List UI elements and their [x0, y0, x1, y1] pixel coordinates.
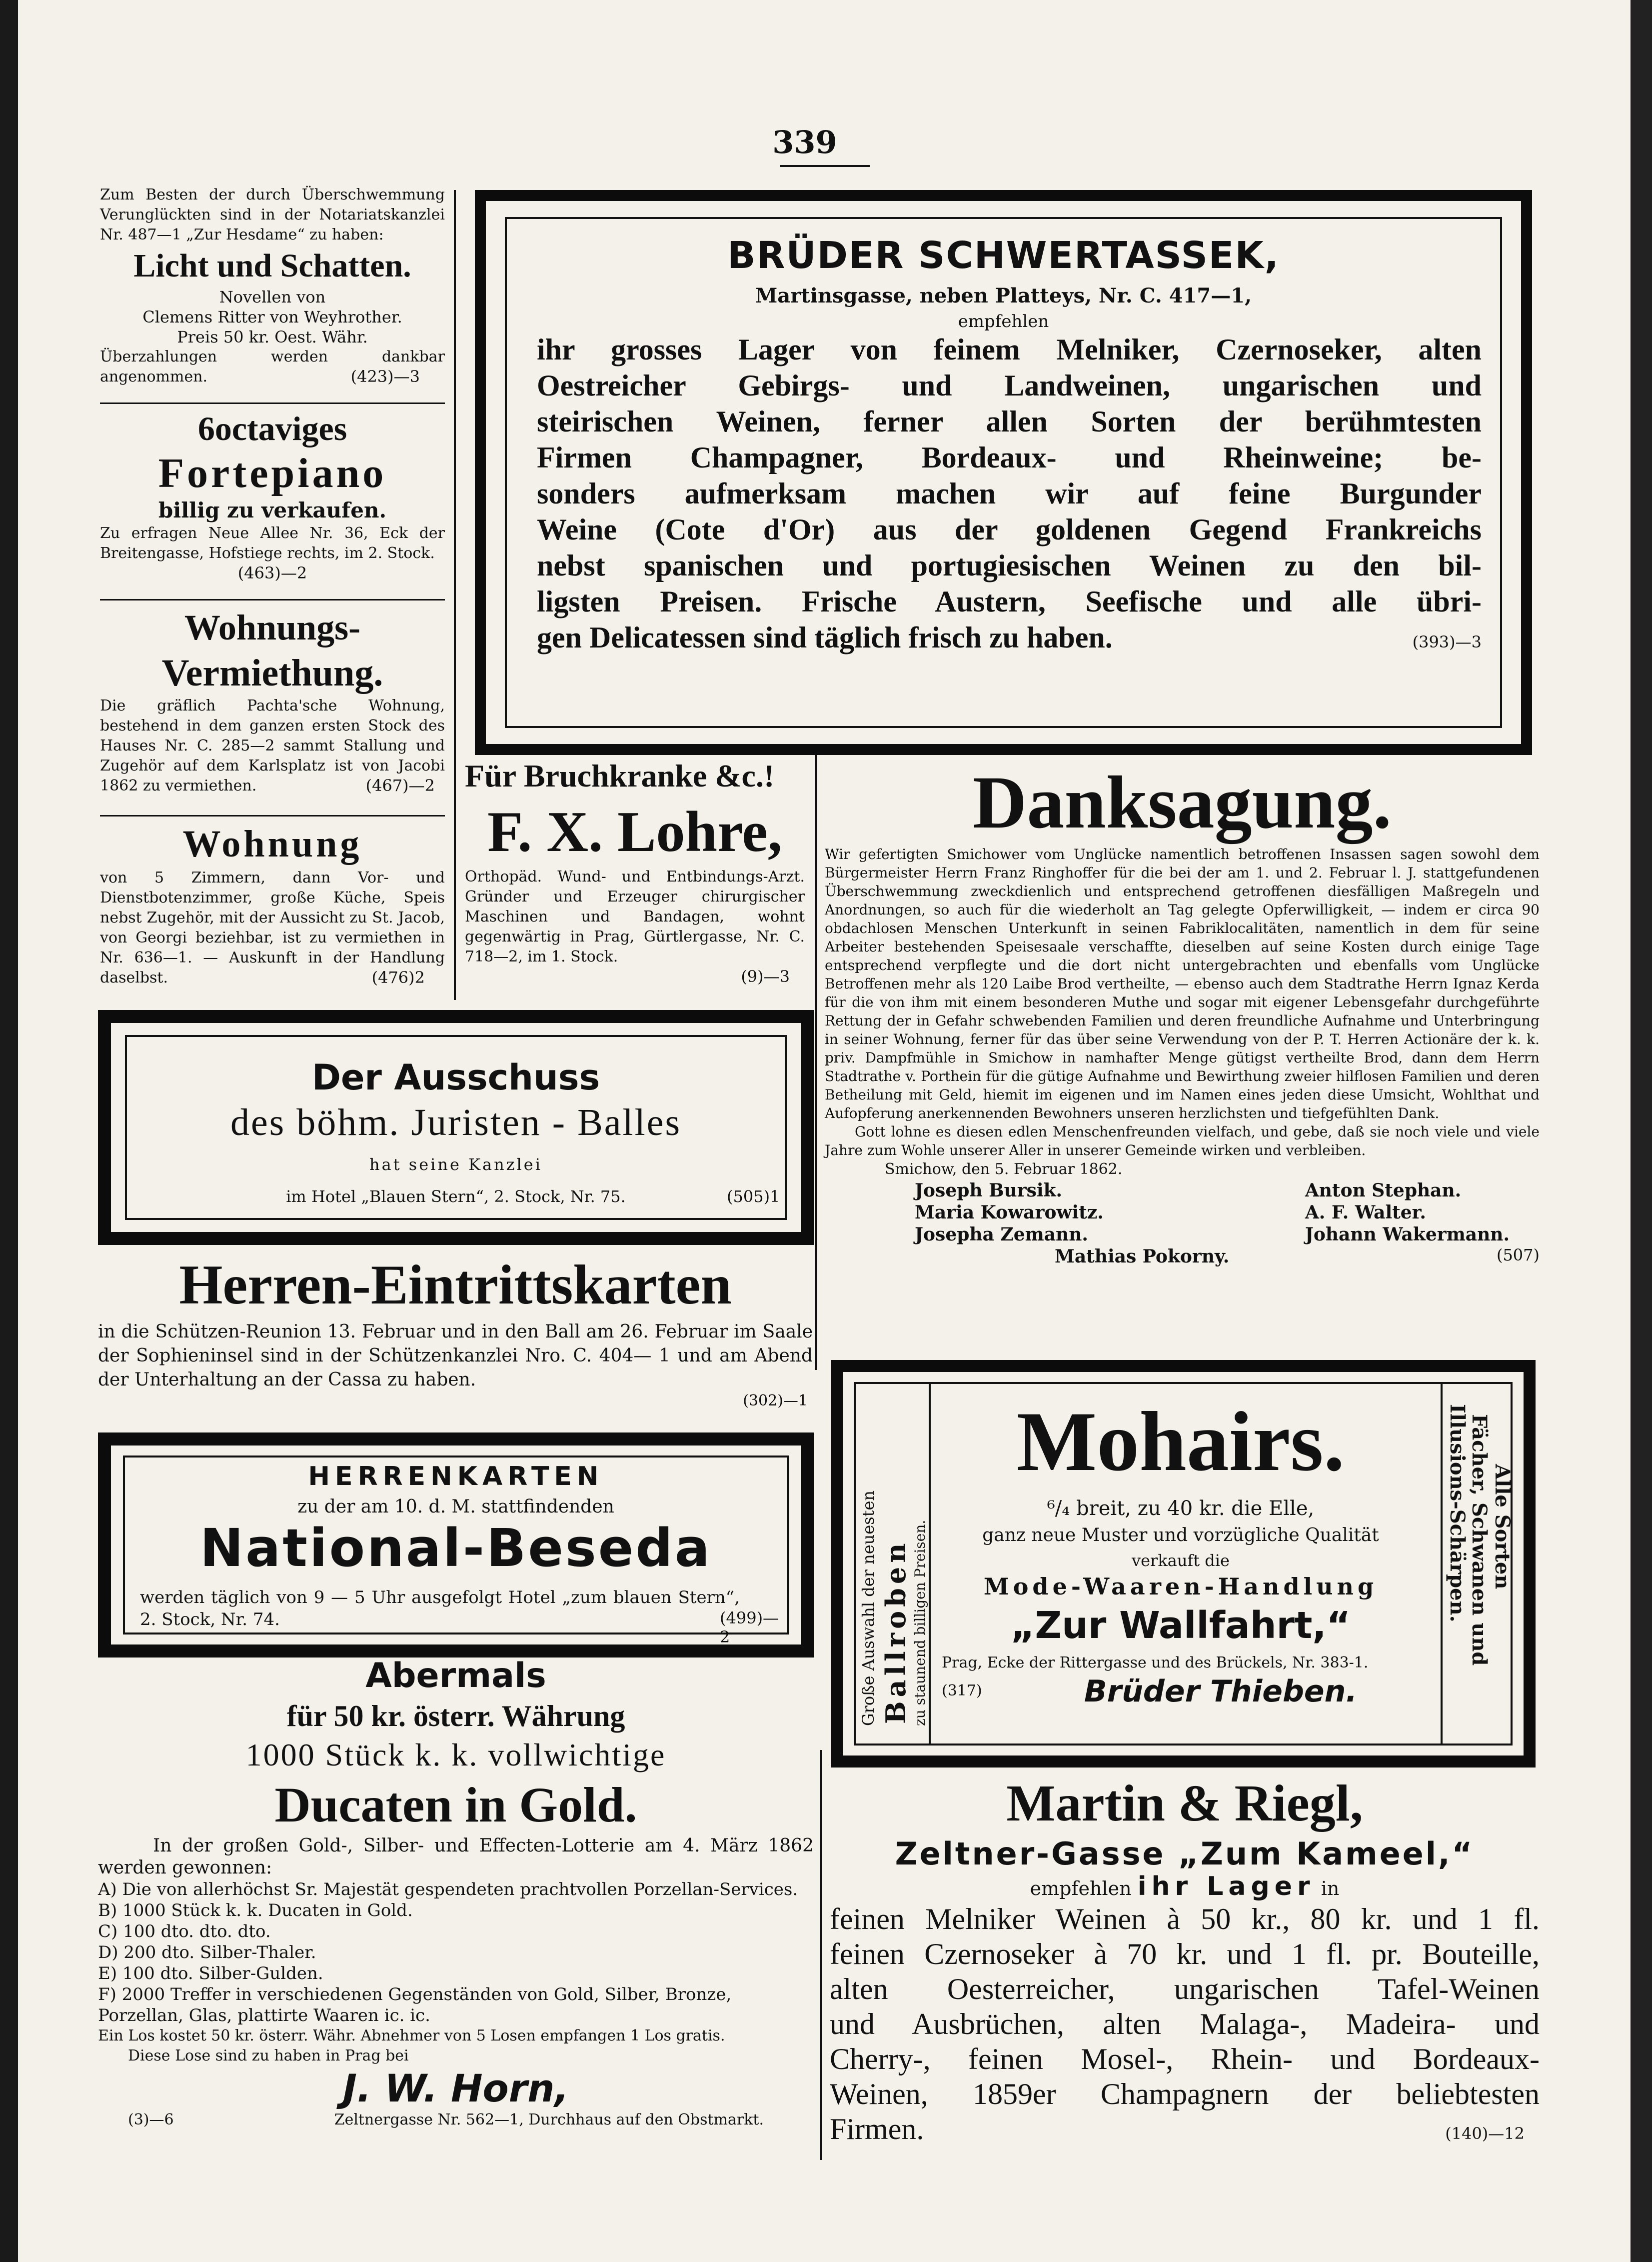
danksagung-signer: Anton Stephan.: [1305, 1180, 1462, 1201]
ducaten-item: A) Die von allerhöchst Sr. Majestät gespendeten prachtvollen Porzellan-Services.: [98, 1880, 798, 1900]
ad-ducaten: [98, 1655, 814, 2160]
mohairs-side-right-2: Fächer, Schwanen und: [1468, 1414, 1491, 1666]
licht-title: Licht und Schatten.: [133, 248, 411, 284]
martin-recommend-a: empfehlen: [1030, 1878, 1132, 1900]
vermiethung-line2: Vermiethung.: [161, 652, 383, 694]
ducaten-item: E) 100 dto. Silber-Gulden.: [98, 1964, 323, 1984]
licht-note: Überzahlungen werden dankbar angenommen.: [100, 348, 445, 386]
martin-line: feinen Czernoseker à 70 kr. und 1 fl. pr. Bouteille,: [830, 1938, 1540, 1970]
ad-vermiethung: [100, 605, 445, 815]
schwertassek-line: gen Delicatessen sind täglich frisch zu haben.: [537, 621, 1113, 654]
eintritt-ref: (302)—1: [743, 1392, 808, 1410]
martin-ref: (140)—12: [1445, 2124, 1525, 2143]
fortepiano-line1: 6octaviges: [197, 410, 347, 448]
fortepiano-ref: (463)—2: [237, 564, 307, 582]
beseda-line2: zu der am 10. d. M. stattfindenden: [297, 1496, 614, 1517]
column-rule-left-top: [454, 190, 456, 1000]
column-rule-middle: [815, 755, 817, 1370]
schwertassek-body: [537, 332, 1482, 656]
licht-price: Preis 50 kr. Oest. Währ.: [177, 328, 368, 346]
lohre-ref: (9)—3: [741, 967, 790, 986]
mohairs-side-right-3: Illusions-Schärpen.: [1446, 1404, 1469, 1622]
schwertassek-line: Weine (Cote d'Or) aus der goldenen Gegend Frankreichs: [537, 513, 1482, 546]
ad-schwertassek-frame: [475, 190, 1532, 755]
licht-author: Clemens Ritter von Weyhrother.: [142, 308, 402, 326]
mohairs-title: Mohairs.: [1016, 1394, 1345, 1488]
eintritt-title: Herren-Eintrittskarten: [179, 1254, 732, 1316]
martin-recommend-c: in: [1321, 1878, 1340, 1900]
schwertassek-ref: (393)—3: [1412, 632, 1482, 652]
danksagung-text: Wir gefertigten Smichower vom Unglücke namentlich betroffenen Insassen sagen sowohl dem Bürgermeister Herrn Franz Ringhoffer für die bei der am 1. und 2. Februar l. J. stattgefundenen Überschwemmung zweckdienlich und entsprechend getroffenen diesfälligen Maßregeln und Anordnungen, so auch für die wiederholt an Tag gelegte Opferwilligkeit, — indem er circa 90 obdachlosen Menschen Unterkunft in seinen Fabriklocalitäten, namentlich in dem für seine Arbeiter bestehenden Speisesaale verschaffte, dieselben auf seine Kosten durch einige Tage entsprechend verpflegte und die dort nicht untergebrachten und ebenfalls vom Unglücke Betroffenen mehr als 120 Laibe Brod vertheilte, — ebenso auch dem Stadtrathe Herrn Ignaz Kerda für die von ihm mit einem besonderen Muthe und sogar mit eigener Lebensgefahr durchgeführte Rettung der in Gefahr schwebenden Familien und deren freundliche Aufnahme und Unterbringung in seiner Wohnung, ferner für das über seine Verwendung von der P. T. Herren Actionäre der k. k. priv. Dampfmühle in Smichow in namhafter Menge gütigst vertheilte Brod, dann dem Herrn Stadtrathe v. Porthein für die gütige Aufnahme und Bewirthung zweier hilflosen Familien und deren Betheilung mit Geld, hiemit im eigenen und im Namen eines jeden diese Umsicht, Wohlthat und Aufopferung anerkennenden Bewohners unseren herzlichsten und tiefgefühlten Dank.: [825, 846, 1540, 1122]
danksagung-title: Danksagung.: [973, 761, 1392, 844]
martin-recommend: [830, 1874, 1540, 1902]
schwertassek-line: steirischen Weinen, ferner allen Sorten der berühmtesten: [537, 405, 1482, 438]
danksagung-signer: Joseph Bursik.: [915, 1180, 1063, 1201]
ad-mohairs-frame: [831, 1360, 1536, 1768]
licht-ref: (423)—3: [350, 367, 420, 386]
martin-street: Zeltner-Gasse „Zum Kameel,“: [895, 1836, 1475, 1872]
mohairs-line6: Prag, Ecke der Rittergasse und des Brückels, Nr. 383-1.: [942, 1654, 1369, 1672]
schwertassek-title: BRÜDER SCHWERTASSEK,: [727, 234, 1280, 277]
mohairs-signer: Brüder Thieben.: [1084, 1674, 1358, 1709]
fortepiano-text: Zu erfragen Neue Allee Nr. 36, Eck der Breitengasse, Hofstiege rechts, im 2. Stock.: [100, 524, 445, 562]
schwertassek-line: Oestreicher Gebirgs- und Landweinen, ungarischen und: [537, 369, 1482, 402]
eintritt-text: in die Schützen-Reunion 13. Februar und in den Ball am 26. Februar im Saale der Sophieninsel sind in der Schützenkanzlei Nro. C. 404— 1 und am Abend der Unterhaltung an der Cassa zu haben.: [98, 1322, 813, 1390]
beseda-ref: (499)—2: [720, 1608, 779, 1646]
page-right-edge: [1631, 0, 1652, 2262]
martin-line: und Ausbrüchen, alten Malaga-, Madeira- und: [830, 2008, 1540, 2040]
rule-1: [100, 402, 445, 404]
wohnung-text: von 5 Zimmern, dann Vor- und Dienstbotenzimmer, große Küche, Speis nebst Zugehör, mit der Aussicht zu St. Jacob, von Georgi beziehbar, ist zu vermiethen in Nr. 636—1. — Auskunft in der Handlung daselbst.: [100, 869, 445, 986]
danksagung-signer: Maria Kowarowitz.: [915, 1202, 1104, 1223]
juristen-line1: Der Ausschuss: [311, 1057, 600, 1098]
danksagung-ref: (507): [1496, 1246, 1540, 1264]
martin-line: Weinen, 1859er Champagnern der beliebtesten: [830, 2078, 1540, 2110]
ad-juristen-frame: [98, 1010, 814, 1245]
mohairs-inner: [854, 1382, 1513, 1746]
ducaten-intro: In der großen Gold-, Silber- und Effecten-Lotterie am 4. März 1862 werden gewonnen:: [98, 1836, 814, 1878]
ducaten-item: C) 100 dto. dto. dto.: [98, 1922, 271, 1942]
martin-title: Martin & Riegl,: [1006, 1774, 1363, 1832]
ad-beseda-frame: [98, 1432, 814, 1658]
ad-eintrittskarten: [98, 1250, 813, 1430]
ad-martin-riegl: [830, 1772, 1540, 2172]
martin-line: alten Oesterreicher, ungarischen Tafel-Weinen: [830, 1972, 1540, 2006]
rule-3: [100, 815, 445, 816]
mohairs-side-right-1: Alle Sorten: [1491, 1464, 1514, 1590]
schwertassek-recommend: empfehlen: [958, 312, 1049, 332]
licht-subtitle: Novellen von: [219, 288, 326, 306]
licht-intro: Zum Besten der durch Überschwemmung Verunglückten sind in der Notariatskanzlei Nr. 487—1 „Zur Hesdame“ zu haben:: [100, 186, 445, 244]
fortepiano-line2: Fortepiano: [158, 450, 387, 496]
mohairs-side-left-3: zu staunend billigen Preisen.: [912, 1520, 928, 1726]
ducaten-line1: Abermals: [365, 1656, 546, 1696]
mohairs-ref: (317): [942, 1682, 982, 1700]
wohnung-title: Wohnung: [182, 823, 362, 865]
schwertassek-line: ihr grosses Lager von feinem Melniker, Czernoseker, alten: [537, 333, 1482, 366]
martin-recommend-b: ihr Lager: [1137, 1872, 1315, 1902]
lohre-name: F. X. Lohre,: [487, 800, 782, 864]
schwertassek-address: Martinsgasse, neben Platteys, Nr. C. 417—1,: [755, 284, 1252, 308]
wohnung-ref: (476)2: [371, 968, 425, 987]
mohairs-line1: ⁶/₄ breit, zu 40 kr. die Elle,: [1047, 1497, 1315, 1520]
ad-fortepiano: [100, 408, 445, 598]
ad-lohre: [460, 755, 810, 1005]
beseda-line3: National-Beseda: [200, 1518, 712, 1578]
beseda-inner: [123, 1456, 789, 1646]
page-number: 339: [772, 124, 837, 160]
ad-danksagung: [825, 760, 1540, 1360]
ducaten-item: B) 1000 Stück k. k. Ducaten in Gold.: [98, 1900, 413, 1920]
juristen-line3: hat seine Kanzlei: [369, 1155, 542, 1174]
danksagung-signer: Johann Wakermann.: [1305, 1224, 1510, 1245]
ducaten-ref: (3)—6: [128, 2111, 174, 2128]
danksagung-place-date: Smichow, den 5. Februar 1862.: [885, 1160, 1123, 1178]
column-rule-lower: [820, 1750, 822, 2160]
danksagung-signer: A. F. Walter.: [1305, 1202, 1426, 1223]
page-number-rule: [780, 165, 870, 167]
mohairs-line5: „Zur Wallfahrt,“: [1010, 1604, 1351, 1647]
vermiethung-text: Die gräflich Pachta'sche Wohnung, bestehend in dem ganzen ersten Stock des Hauses Nr. C. 285—2 sammt Stallung und Zugehör auf dem Karlsplatz ist von Jacobi 1862 zu vermiethen.: [100, 697, 445, 794]
rule-2: [100, 599, 445, 600]
ducaten-seller: J. W. Horn,: [342, 2066, 569, 2110]
vermiethung-line1: Wohnungs-: [184, 608, 361, 648]
danksagung-signer: Josepha Zemann.: [915, 1224, 1088, 1245]
beseda-line4: werden täglich von 9 — 5 Uhr ausgefolgt Hotel „zum blauen Stern“, 2. Stock, Nr. 74.: [140, 1588, 740, 1630]
vermiethung-ref: (467)—2: [365, 776, 435, 795]
schwertassek-inner: [505, 217, 1502, 728]
schwertassek-line: ligsten Preisen. Frische Austern, Seefische und alle übri-: [537, 585, 1482, 618]
juristen-inner: [125, 1035, 787, 1220]
lohre-text: Orthopäd. Wund- und Entbindungs-Arzt. Gründer und Erzeuger chirurgischer Maschinen und Bandagen, wohnt gegenwärtig in Prag, Gürtlergasse, Nr. C. 718—2, im 1. Stock.: [465, 868, 805, 966]
ducaten-note2: Diese Lose sind zu haben in Prag bei: [128, 2047, 409, 2064]
ducaten-note1: Ein Los kostet 50 kr. österr. Währ. Abnehmer von 5 Losen empfangen 1 Los gratis.: [98, 2027, 725, 2044]
schwertassek-line: Firmen Champagner, Bordeaux- und Rheinweine; be-: [537, 441, 1482, 474]
schwertassek-line: nebst spanischen und portugiesischen Weinen zu den bil-: [537, 549, 1482, 582]
ducaten-item: F) 2000 Treffer in verschiedenen Gegenständen von Gold, Silber, Bronze, Porzellan, Glas, plattirte Waaren ic. ic.: [98, 1984, 732, 2026]
schwertassek-line: sonders aufmerksam machen wir auf feine Burgunder: [537, 477, 1482, 510]
mohairs-line4: Mode-Waaren-Handlung: [983, 1573, 1378, 1600]
ducaten-line4: Ducaten in Gold.: [274, 1777, 637, 1832]
danksagung-last-signer: Mathias Pokorny.: [1055, 1246, 1230, 1267]
martin-line: Cherry-, feinen Mosel-, Rhein- und Bordeaux-: [830, 2042, 1540, 2076]
ducaten-line3: 1000 Stück k. k. vollwichtige: [245, 1737, 666, 1772]
danksagung-text2: Gott lohne es diesen edlen Menschenfreunden vielfach, und gebe, daß sie noch viele und viele Jahre zum Wohle unserer Aller in unserer Gemeinde wirken und verbleiben.: [825, 1124, 1540, 1158]
juristen-line4: im Hotel „Blauen Stern“, 2. Stock, Nr. 75.: [286, 1187, 626, 1206]
mohairs-left-panel: [856, 1384, 931, 1744]
page-left-edge: [0, 0, 18, 2262]
beseda-line1: HERRENKARTEN: [308, 1462, 604, 1492]
mohairs-right-panel: [1441, 1384, 1516, 1744]
juristen-line2: des böhm. Juristen - Balles: [230, 1102, 682, 1144]
ad-licht-und-schatten: [100, 185, 445, 400]
ducaten-line2: für 50 kr. österr. Währung: [286, 1700, 625, 1732]
mohairs-line2: ganz neue Muster und vorzügliche Qualität: [982, 1525, 1379, 1546]
martin-line: feinen Melniker Weinen à 50 kr., 80 kr. und 1 fl.: [830, 1902, 1540, 1936]
mohairs-side-left-2: Ballroben: [880, 1539, 912, 1724]
mohairs-side-left-1: Große Auswahl der neuesten: [859, 1490, 878, 1726]
ducaten-item: D) 200 dto. Silber-Thaler.: [98, 1942, 316, 1962]
juristen-ref: (505)1: [727, 1187, 780, 1206]
ducaten-address: Zeltnergasse Nr. 562—1, Durchhaus auf den Obstmarkt.: [334, 2111, 764, 2128]
fortepiano-line3: billig zu verkaufen.: [158, 498, 387, 522]
mohairs-line3: verkauft die: [1132, 1551, 1230, 1570]
martin-line: Firmen.: [830, 2112, 924, 2146]
lohre-header: Für Bruchkranke &c.!: [465, 758, 775, 794]
ad-wohnung: [100, 820, 445, 1000]
